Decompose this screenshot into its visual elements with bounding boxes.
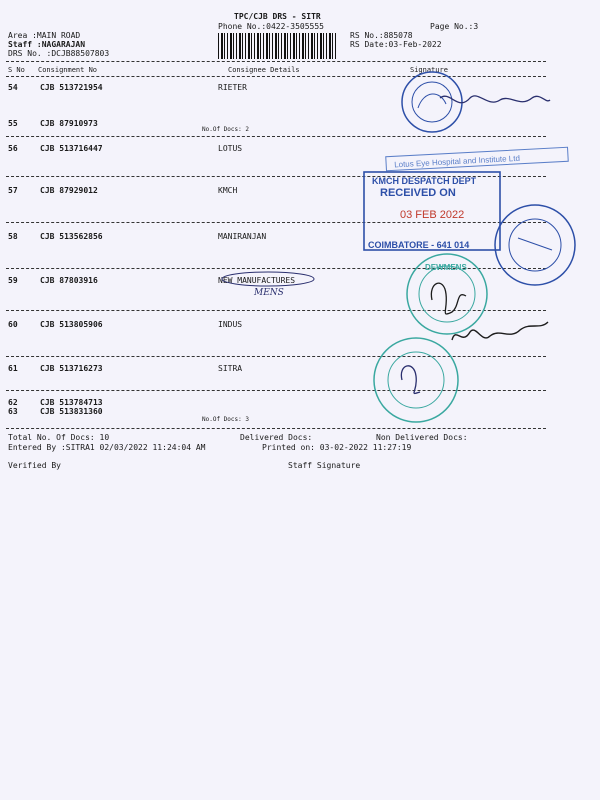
rs-number: RS No.:885078 bbox=[350, 31, 413, 40]
phone-number: Phone No.:0422-3505555 bbox=[218, 22, 324, 31]
dewmens-round-stamp bbox=[407, 254, 487, 334]
row-consignment: CJB 87929012 bbox=[40, 186, 98, 195]
dewmens-stamp-text: DEWMENS bbox=[425, 263, 467, 272]
row-consignee: LOTUS bbox=[218, 144, 243, 153]
row-sno: 54 bbox=[8, 83, 18, 92]
kmch-stamp-line2: RECEIVED ON bbox=[380, 187, 456, 199]
column-header-sno: S No bbox=[8, 66, 25, 74]
row-consignment: CJB 513831360 bbox=[40, 407, 103, 416]
row-consignment: CJB 513562856 bbox=[40, 232, 103, 241]
area-label: Area :MAIN ROAD bbox=[8, 31, 81, 40]
column-header-consignment: Consignment No bbox=[38, 66, 98, 74]
column-header-consignee: Consignee Details bbox=[228, 66, 300, 74]
row-sno: 63 bbox=[8, 407, 18, 416]
kmch-stamp-line1: KMCH DESPATCH DEPT bbox=[372, 176, 477, 186]
rieter-seal-stamp bbox=[402, 72, 462, 132]
row-sno: 56 bbox=[8, 144, 18, 153]
row-sno: 58 bbox=[8, 232, 18, 241]
entered-by: Entered By :SITRA1 02/03/2022 11:24:04 AM bbox=[8, 443, 206, 452]
document-title: TPC/CJB DRS - SITR bbox=[234, 12, 321, 21]
row-consignee: NEW MANUFACTURES bbox=[218, 276, 296, 285]
row-consignment: CJB 513716447 bbox=[40, 144, 103, 153]
row-sno: 57 bbox=[8, 186, 18, 195]
row-consignment: CJB 513805906 bbox=[40, 320, 103, 329]
handwritten-mens: MENS bbox=[254, 288, 284, 298]
rieter-signature bbox=[440, 96, 550, 103]
total-docs: Total No. Of Docs: 10 bbox=[8, 433, 110, 442]
lotus-eye-stamp bbox=[386, 147, 568, 171]
sitra-signature bbox=[401, 366, 420, 394]
page-number: Page No.:3 bbox=[430, 22, 479, 31]
dewmens-signature bbox=[431, 283, 466, 314]
row-consignment: CJB 87910973 bbox=[40, 119, 98, 128]
indus-signature bbox=[452, 322, 548, 340]
row-sno: 60 bbox=[8, 320, 18, 329]
row-sno: 61 bbox=[8, 364, 18, 373]
row-consignment: CJB 513784713 bbox=[40, 398, 103, 407]
row-consignee: SITRA bbox=[218, 364, 243, 373]
rs-date: RS Date:03-Feb-2022 bbox=[350, 40, 442, 49]
drs-number: DRS No. :DCJB88507803 bbox=[8, 49, 110, 58]
row-consignee: INDUS bbox=[218, 320, 243, 329]
row-consignee: MANIRANJAN bbox=[218, 232, 267, 241]
column-header-signature: Signature bbox=[410, 66, 448, 74]
staff-signature-label: Staff Signature bbox=[288, 461, 361, 470]
delivered-docs: Delivered Docs: bbox=[240, 433, 313, 442]
kmch-received-stamp bbox=[364, 172, 500, 250]
row-consignee: KMCH bbox=[218, 186, 238, 195]
row-sno: 59 bbox=[8, 276, 18, 285]
row-consignment: CJB 513716273 bbox=[40, 364, 103, 373]
kmch-stamp-city: COIMBATORE - 641 014 bbox=[368, 240, 470, 250]
verified-by: Verified By bbox=[8, 461, 61, 470]
row-sno: 62 bbox=[8, 398, 18, 407]
row-consignment: CJB 87803916 bbox=[40, 276, 98, 285]
row-sno: 55 bbox=[8, 119, 18, 128]
kmch-stamp-date: 03 FEB 2022 bbox=[400, 209, 465, 221]
manufactures-oval-mark bbox=[222, 272, 314, 286]
staff-label: Staff :NAGARAJAN bbox=[8, 40, 86, 49]
non-delivered-docs: Non Delivered Docs: bbox=[376, 433, 468, 442]
maniranjan-round-stamp bbox=[495, 205, 575, 285]
row-doc-count: No.Of Docs: 3 bbox=[202, 416, 249, 423]
row-consignee: RIETER bbox=[218, 83, 247, 92]
printed-on: Printed on: 03-02-2022 11:27:19 bbox=[262, 443, 412, 452]
lotus-eye-stamp-text: Lotus Eye Hospital and Institute Ltd bbox=[393, 153, 521, 170]
row-consignment: CJB 513721954 bbox=[40, 83, 103, 92]
row-doc-count: No.Of Docs: 2 bbox=[202, 126, 249, 133]
